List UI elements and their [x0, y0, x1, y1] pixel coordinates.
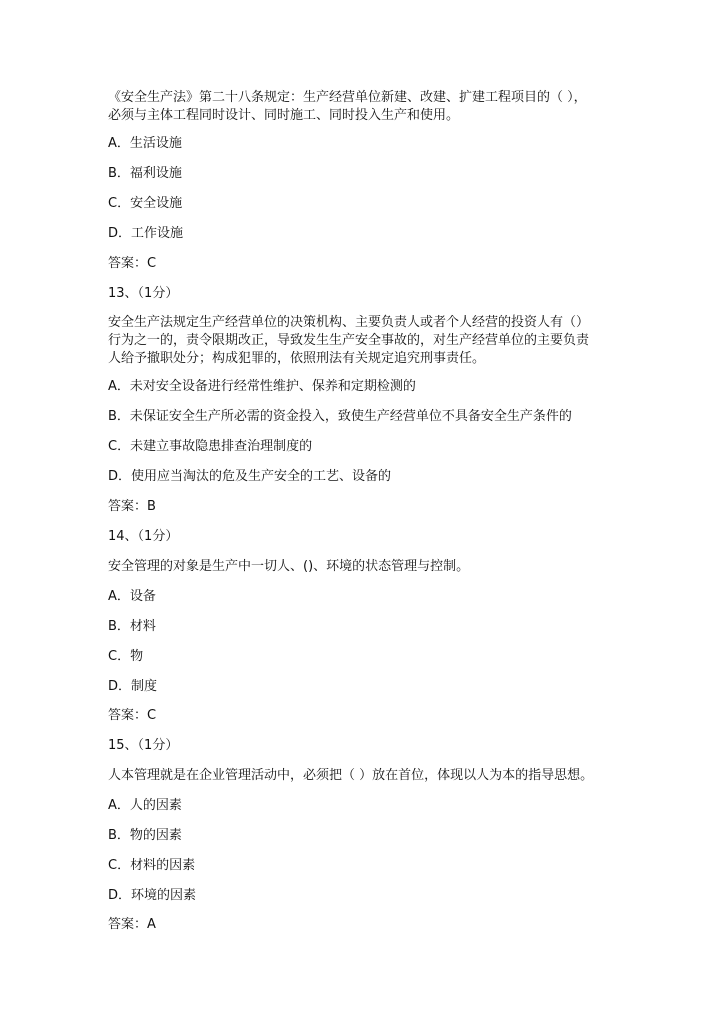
question-14-option-a: A．设备: [108, 589, 156, 604]
question-15-option-d: D．环境的因素: [108, 888, 197, 903]
question-14-option-c: C．物: [108, 649, 144, 664]
question-12-option-c: C．安全设施: [108, 196, 183, 211]
question-12-stem: [108, 89, 608, 125]
question-15-stem: 人本管理就是在企业管理活动中，必须把（ ）放在首位，体现以人为本的指导思想。: [108, 768, 594, 783]
question-13-stem-line: 人给予撤职处分；构成犯罪的，依照刑法有关规定追究刑事责任。: [108, 351, 486, 366]
question-13-option-c: C．未建立事故隐患排查治理制度的: [108, 439, 313, 454]
question-15-option-b: B．物的因素: [108, 828, 182, 843]
question-13-option-a: A．未对安全设备进行经常性维护、保养和定期检测的: [108, 379, 416, 394]
question-15-header: 15、（1分）: [108, 738, 179, 753]
question-14-answer: 答案：C: [108, 708, 157, 723]
question-12-stem-line: 《安全生产法》第二十八条规定：生产经营单位新建、改建、扩建工程项目的（ ），: [108, 90, 587, 105]
question-12-answer: 答案：C: [108, 256, 157, 271]
question-13-option-b: B．未保证安全生产所必需的资金投入，致使生产经营单位不具备安全生产条件的: [108, 409, 572, 424]
question-13-header: 13、（1分）: [108, 286, 179, 301]
question-14-stem: 安全管理的对象是生产中一切人、()、环境的状态管理与控制。: [108, 559, 470, 574]
question-14-header: 14、（1分）: [108, 529, 179, 544]
question-13-stem-line: 行为之一的，责令限期改正，导致发生生产安全事故的，对生产经营单位的主要负责: [108, 333, 590, 348]
question-15-option-c: C．材料的因素: [108, 858, 196, 873]
question-12-option-d: D．工作设施: [108, 226, 184, 241]
question-15-option-a: A．人的因素: [108, 798, 182, 813]
question-13-stem: [108, 314, 608, 368]
question-13-option-d: D．使用应当淘汰的危及生产安全的工艺、设备的: [108, 469, 392, 484]
question-14-option-b: B．材料: [108, 619, 156, 634]
question-12-option-b: B．福利设施: [108, 166, 182, 181]
question-13-stem-line: 安全生产法规定生产经营单位的决策机构、主要负责人或者个人经营的投资人有（）: [108, 315, 590, 330]
question-12-stem-line: 必须与主体工程同时设计、同时施工、同时投入生产和使用。: [108, 108, 460, 123]
question-13-answer: 答案：B: [108, 499, 156, 514]
question-12-option-a: A．生活设施: [108, 136, 182, 151]
question-15-answer: 答案：A: [108, 917, 156, 932]
question-14-option-d: D．制度: [108, 679, 158, 694]
